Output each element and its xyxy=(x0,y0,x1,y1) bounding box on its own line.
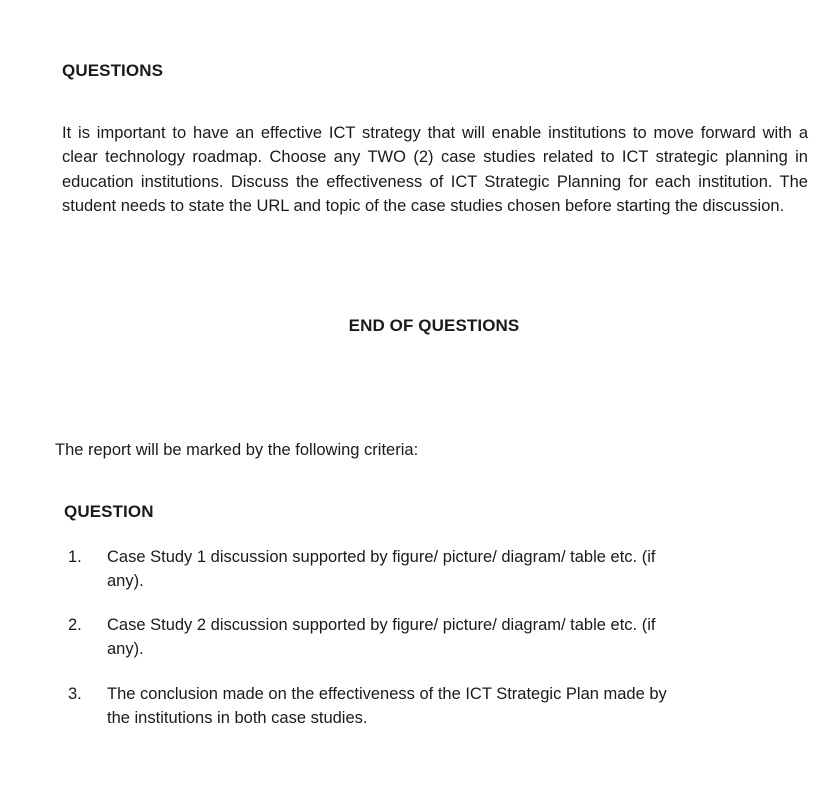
criteria-number: 2. xyxy=(68,616,82,634)
question-paragraph: It is important to have an effective ICT strategy that will enable institutions to move forward with a clear technology roadmap. Choose any TWO (2) case studies related to ICT strategic planning in education institutions. Discuss the effectiveness of ICT Strategic Planning for each institution. The student needs to state the URL and topic of the case studies chosen before starting the discussion. xyxy=(62,124,808,216)
questions-heading: QUESTIONS xyxy=(62,61,164,80)
criteria-heading: QUESTION xyxy=(64,502,154,521)
criteria-number: 1. xyxy=(68,548,82,566)
criteria-text: Case Study 2 discussion supported by figure/ picture/ diagram/ table etc. (if any). xyxy=(107,616,656,658)
criteria-text: The conclusion made on the effectiveness of the ICT Strategic Plan made by the institutions in both case studies. xyxy=(107,685,667,727)
criteria-intro: The report will be marked by the following criteria: xyxy=(55,441,419,459)
criteria-text: Case Study 1 discussion supported by figure/ picture/ diagram/ table etc. (if any). xyxy=(107,548,656,590)
end-of-questions-heading: END OF QUESTIONS xyxy=(348,316,520,335)
criteria-number: 3. xyxy=(68,685,82,703)
